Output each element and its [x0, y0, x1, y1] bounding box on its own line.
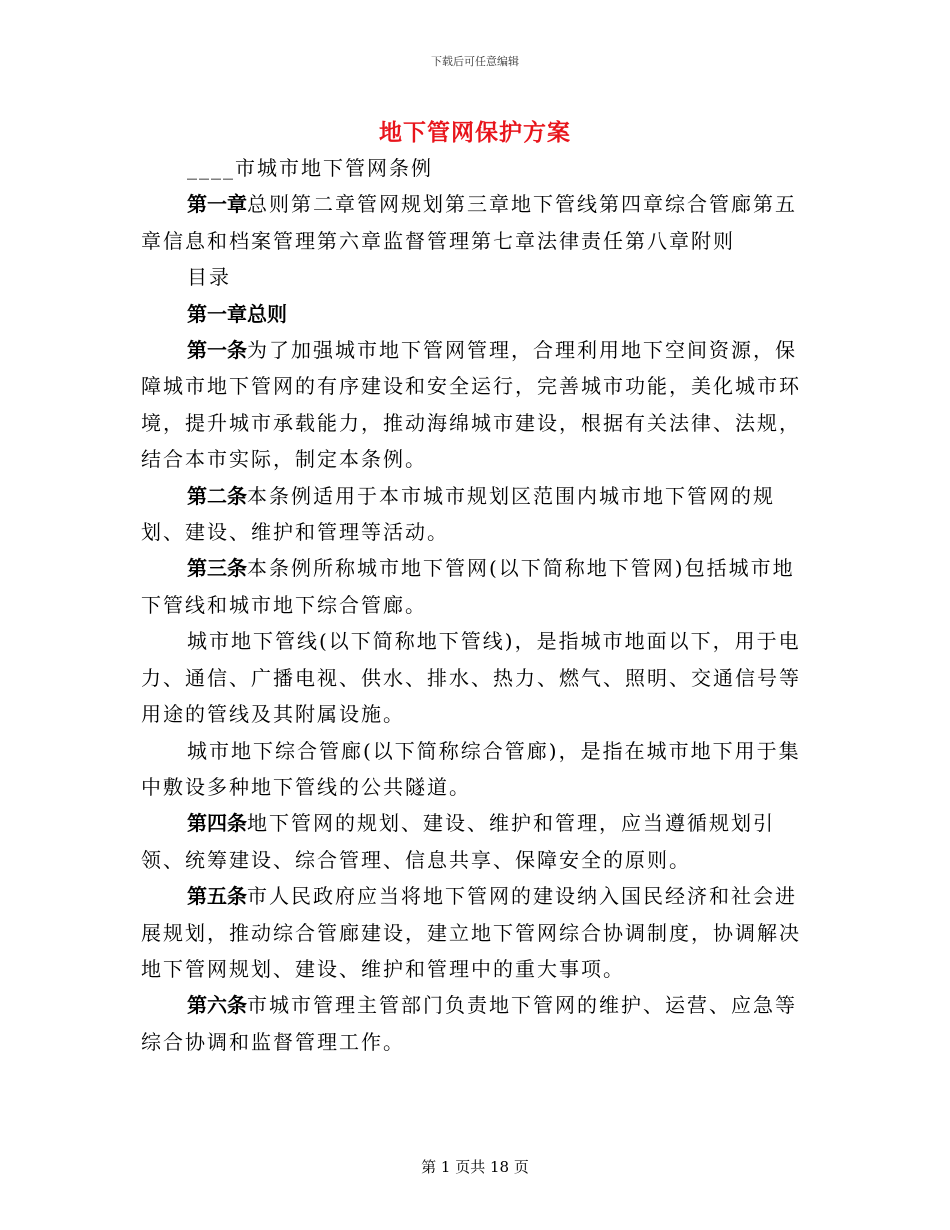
article-label: 第五条	[187, 884, 247, 909]
article-text: 市城市管理主管部门负责地下管网的维护、运营、应急等综合协调和监督管理工作。	[141, 993, 797, 1054]
article-label: 第四条	[187, 811, 247, 836]
article-text: 本条例所称城市地下管网(以下简称地下管网)包括城市地下管线和城市地下综合管廊。	[141, 556, 795, 617]
document-title: 地下管网保护方案	[379, 120, 571, 146]
paragraph-utility-tunnel-definition: 城市地下综合管廊(以下简称综合管廊)，是指在城市地下用于集中敷设多种地下管线的公共隧道。	[141, 738, 801, 799]
article-text: 地下管网的规划、建设、维护和管理，应当遵循规划引领、统筹建设、综合管理、信息共享、保障安全的原则。	[141, 811, 775, 872]
header-note: 下载后可任意编辑	[431, 55, 519, 68]
paragraph-pipelines-definition: 城市地下管线(以下简称地下管线)，是指城市地面以下，用于电力、通信、广播电视、供水、排水、热力、燃气、照明、交通信号等用途的管线及其附属设施。	[141, 629, 801, 727]
article-label: 第二条	[187, 483, 247, 508]
toc-label: 第一章	[187, 192, 247, 217]
article-text: 为了加强城市地下管网管理，合理利用地下空间资源，保障城市地下管网的有序建设和安全运行，完善城市功能，美化城市环境，提升城市承载能力，推动海绵城市建设，根据有关法律、法规，结合本市实际，制定本条例。	[141, 338, 801, 472]
article-5	[141, 878, 811, 987]
contents-label: 目录	[187, 265, 231, 290]
table-of-contents	[141, 186, 811, 259]
article-text: 市人民政府应当将地下管网的建设纳入国民经济和社会进展规划，推动综合管廊建设，建立地下管网综合协调制度，协调解决地下管网规划、建设、维护和管理中的重大事项。	[141, 884, 801, 981]
article-4	[141, 805, 811, 878]
document-body	[141, 150, 811, 1060]
article-3	[141, 550, 811, 623]
article-label: 第六条	[187, 993, 247, 1018]
article-label: 第三条	[187, 556, 247, 581]
document-subtitle: ____市城市地下管网条例	[187, 156, 433, 180]
article-label: 第一条	[187, 338, 247, 363]
article-6	[141, 987, 811, 1060]
article-1	[141, 332, 811, 478]
page-footer: 第 1 页共 18 页	[421, 1158, 529, 1176]
article-text: 本条例适用于本市城市规划区范围内城市地下管网的规划、建设、维护和管理等活动。	[141, 483, 775, 545]
chapter-heading: 第一章总则	[187, 301, 287, 326]
article-2	[141, 478, 811, 551]
toc-text: 总则第二章管网规划第三章地下管线第四章综合管廊第五章信息和档案管理第六章监督管理第七章法律责任第八章附则	[141, 192, 797, 253]
